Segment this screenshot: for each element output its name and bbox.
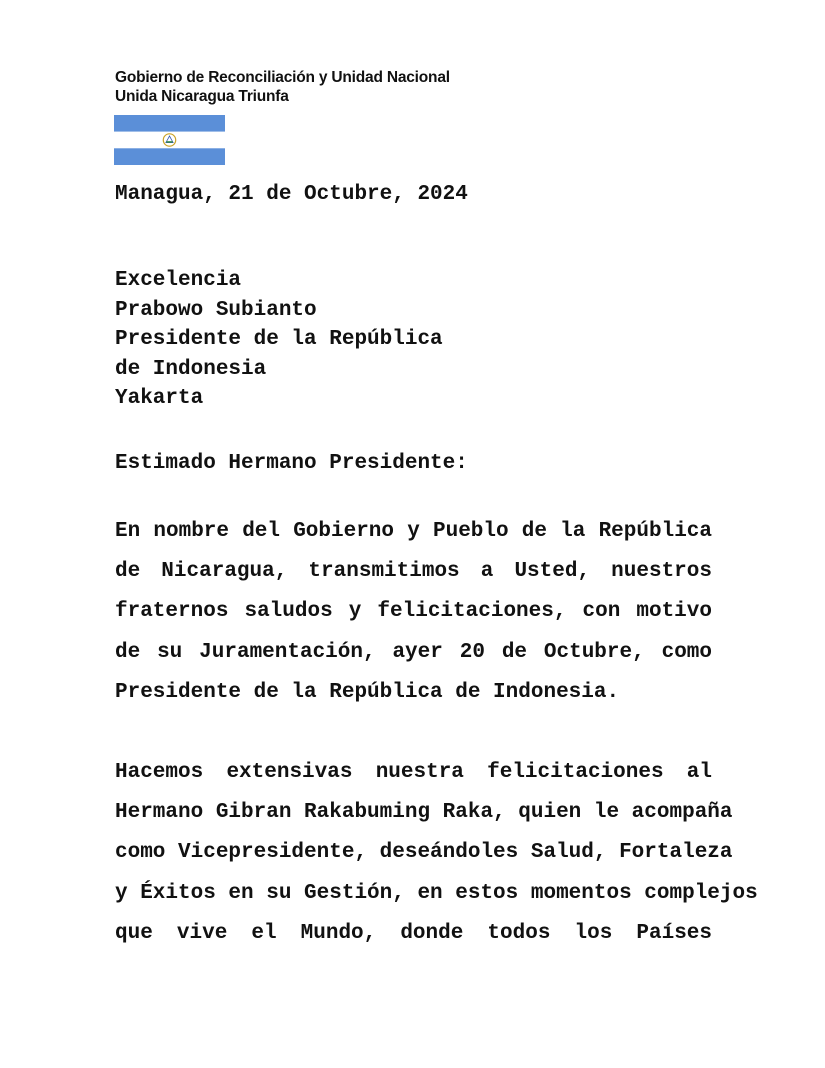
body-paragraph-1 (115, 516, 712, 717)
paragraph-line: y Éxitos en su Gestión, en estos momentos complejos (115, 881, 758, 905)
recipient-name: Prabowo Subianto (115, 298, 317, 322)
paragraph-line: Hermano Gibran Rakabuming Raka, quien le acompaña (115, 801, 733, 825)
flag-bottom-stripe (114, 148, 225, 165)
letterhead (115, 68, 450, 106)
paragraph-line: fraternos saludos y felicitaciones, con motivo (115, 600, 712, 624)
body-paragraph-2 (115, 757, 758, 958)
paragraph-line: de Nicaragua, transmitimos a Usted, nuestros (115, 560, 712, 584)
recipient-block (115, 266, 443, 414)
flag-top-stripe (114, 115, 225, 132)
paragraph-line: Hacemos extensivas nuestra felicitaciones al (115, 761, 712, 784)
letter-date: Managua, 21 de Octubre, 2024 (115, 183, 468, 206)
paragraph-line: como Vicepresidente, deseándoles Salud, Fortaleza (115, 841, 733, 865)
letterhead-government-name: Gobierno de Reconciliación y Unidad Nacional (115, 69, 450, 86)
recipient-city: Yakarta (115, 387, 204, 411)
paragraph-line: En nombre del Gobierno y Pueblo de la República (115, 520, 712, 543)
paragraph-line: de su Juramentación, ayer 20 de Octubre, como (115, 640, 712, 664)
paragraph-line: Presidente de la República de Indonesia. (115, 680, 620, 704)
recipient-position: Presidente de la República (115, 328, 443, 352)
recipient-title: Excelencia (115, 269, 242, 292)
paragraph-line: que vive el Mundo, donde todos los Países (115, 921, 712, 945)
recipient-country: de Indonesia (115, 357, 267, 381)
nicaragua-flag-icon (114, 115, 225, 165)
letterhead-slogan: Unida Nicaragua Triunfa (115, 88, 289, 105)
salutation: Estimado Hermano Presidente: (115, 452, 468, 475)
